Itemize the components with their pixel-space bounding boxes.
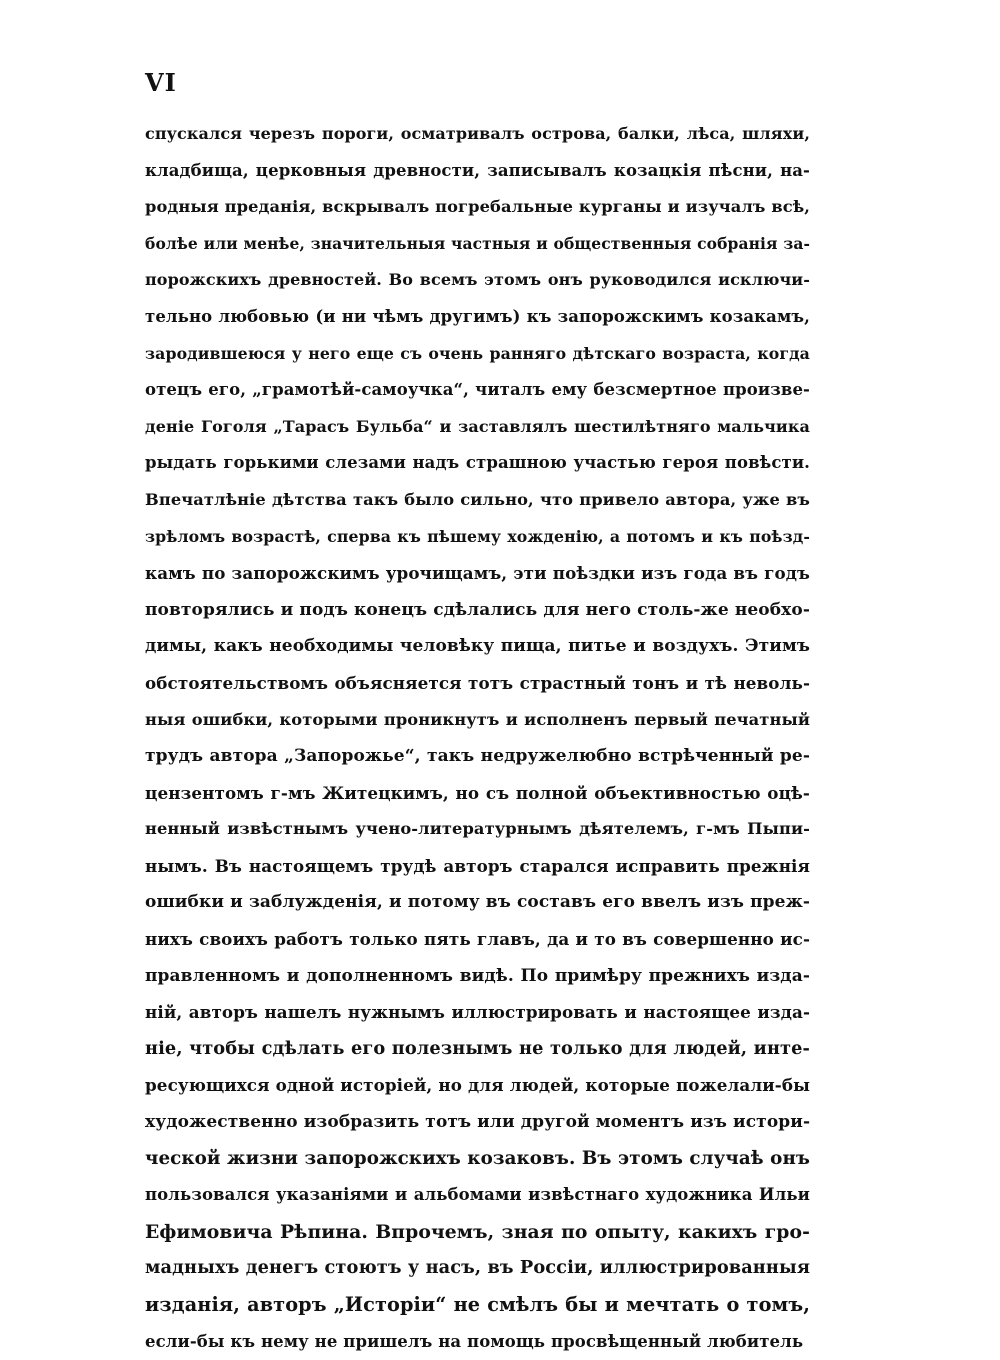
text-line: нымъ. Въ настоящемъ трудѣ авторъ старался исправить прежнiя	[145, 855, 810, 876]
text-line: денiе Гоголя „Тарасъ Бульба“ и заставлялъ шестилѣтняго мальчика	[145, 416, 810, 436]
text-line: спускался черезъ пороги, осматривалъ острова, балки, лѣса, шляхи,	[145, 124, 810, 143]
text-line: ныя ошибки, которыми проникнутъ и исполненъ первый печатный	[145, 709, 810, 729]
text-line: камъ по запорожскимъ урочищамъ, эти поѣздки изъ года въ годъ	[145, 563, 810, 584]
text-line: родныя преданiя, вскрывалъ погребальные курганы и изучалъ всѣ,	[145, 197, 810, 217]
text-line: зрѣломъ возрастѣ, сперва къ пѣшему хожденiю, а потомъ и къ поѣзд-	[145, 526, 810, 546]
text-line: отецъ его, „грамотѣй-самоучка“, читалъ ему безсмертное произве-	[145, 380, 810, 400]
text-line: художественно изобразить тотъ или другой моментъ изъ истори-	[145, 1112, 810, 1133]
text-line: трудъ автора „Запорожье“, такъ недружелюбно встрѣченный ре-	[145, 746, 810, 767]
text-line: Впечатлѣнiе дѣтства такъ было сильно, что привело автора, уже въ	[145, 489, 810, 509]
text-line: рыдать горькими слезами надъ страшною участью героя повѣсти.	[145, 453, 810, 473]
text-line: ошибки и заблужденiя, и потому въ составъ его ввелъ изъ преж-	[145, 892, 810, 913]
text-line: зародившеюся у него еще съ очень ранняго дѣтскаго возраста, когда	[145, 343, 810, 363]
text-line: нiе, чтобы сдѣлать его полезнымъ не только для людей, инте-	[145, 1037, 810, 1059]
text-line: цензентомъ г-мъ Житецкимъ, но съ полной объективностью оцѣ-	[145, 782, 810, 803]
text-line: изданiя, авторъ „Исторiи“ не смѣлъ бы и мечтать о томъ,	[145, 1293, 810, 1316]
body-text	[145, 116, 810, 1360]
text-line: болѣе или менѣе, значительныя частныя и общественныя собранiя за-	[145, 233, 810, 253]
text-line: димы, какъ необходимы человѣку пища, питье и воздухъ. Этимъ	[145, 636, 810, 657]
text-line: повторялись и подъ конецъ сдѣлались для него столь-же необхо-	[145, 599, 810, 620]
text-line: ресующихся одной исторiей, но для людей, которые пожелали-бы	[145, 1075, 810, 1096]
text-line: правленномъ и дополненномъ видѣ. По примѣру прежнихъ изда-	[145, 965, 810, 986]
text-line: нихъ своихъ работъ только пять главъ, да и то въ совершенно ис-	[145, 929, 810, 950]
text-line: обстоятельствомъ объясняется тотъ страстный тонъ и тѣ неволь-	[145, 672, 810, 693]
page-number: VI	[145, 68, 177, 97]
text-line: нiй, авторъ нашелъ нужнымъ иллюстрировать и настоящее изда-	[145, 1002, 810, 1023]
text-line: кладбища, церковныя древности, записывалъ козацкiя пѣсни, на-	[145, 160, 810, 180]
text-line: ненный извѣстнымъ учено-литературнымъ дѣятелемъ, г-мъ Пыпи-	[145, 819, 810, 839]
text-line: мадныхъ денегъ стоютъ у насъ, въ Россiи, иллюстрированныя	[145, 1257, 810, 1279]
text-line: порожскихъ древностей. Во всемъ этомъ онъ руководился исключи-	[145, 270, 810, 290]
text-line: Ефимовича Рѣпина. Впрочемъ, зная по опыту, какихъ гро-	[145, 1220, 810, 1243]
text-line: тельно любовью (и ни чѣмъ другимъ) къ запорожскимъ козакамъ,	[145, 306, 810, 326]
text-line: ческой жизни запорожскихъ козаковъ. Въ этомъ случаѣ онъ	[145, 1147, 810, 1169]
text-line: если-бы къ нему не пришелъ на помощь просвѣщенный любитель	[145, 1331, 804, 1351]
text-line: пользовался указанiями и альбомами извѣстнаго художника Ильи	[145, 1185, 810, 1205]
